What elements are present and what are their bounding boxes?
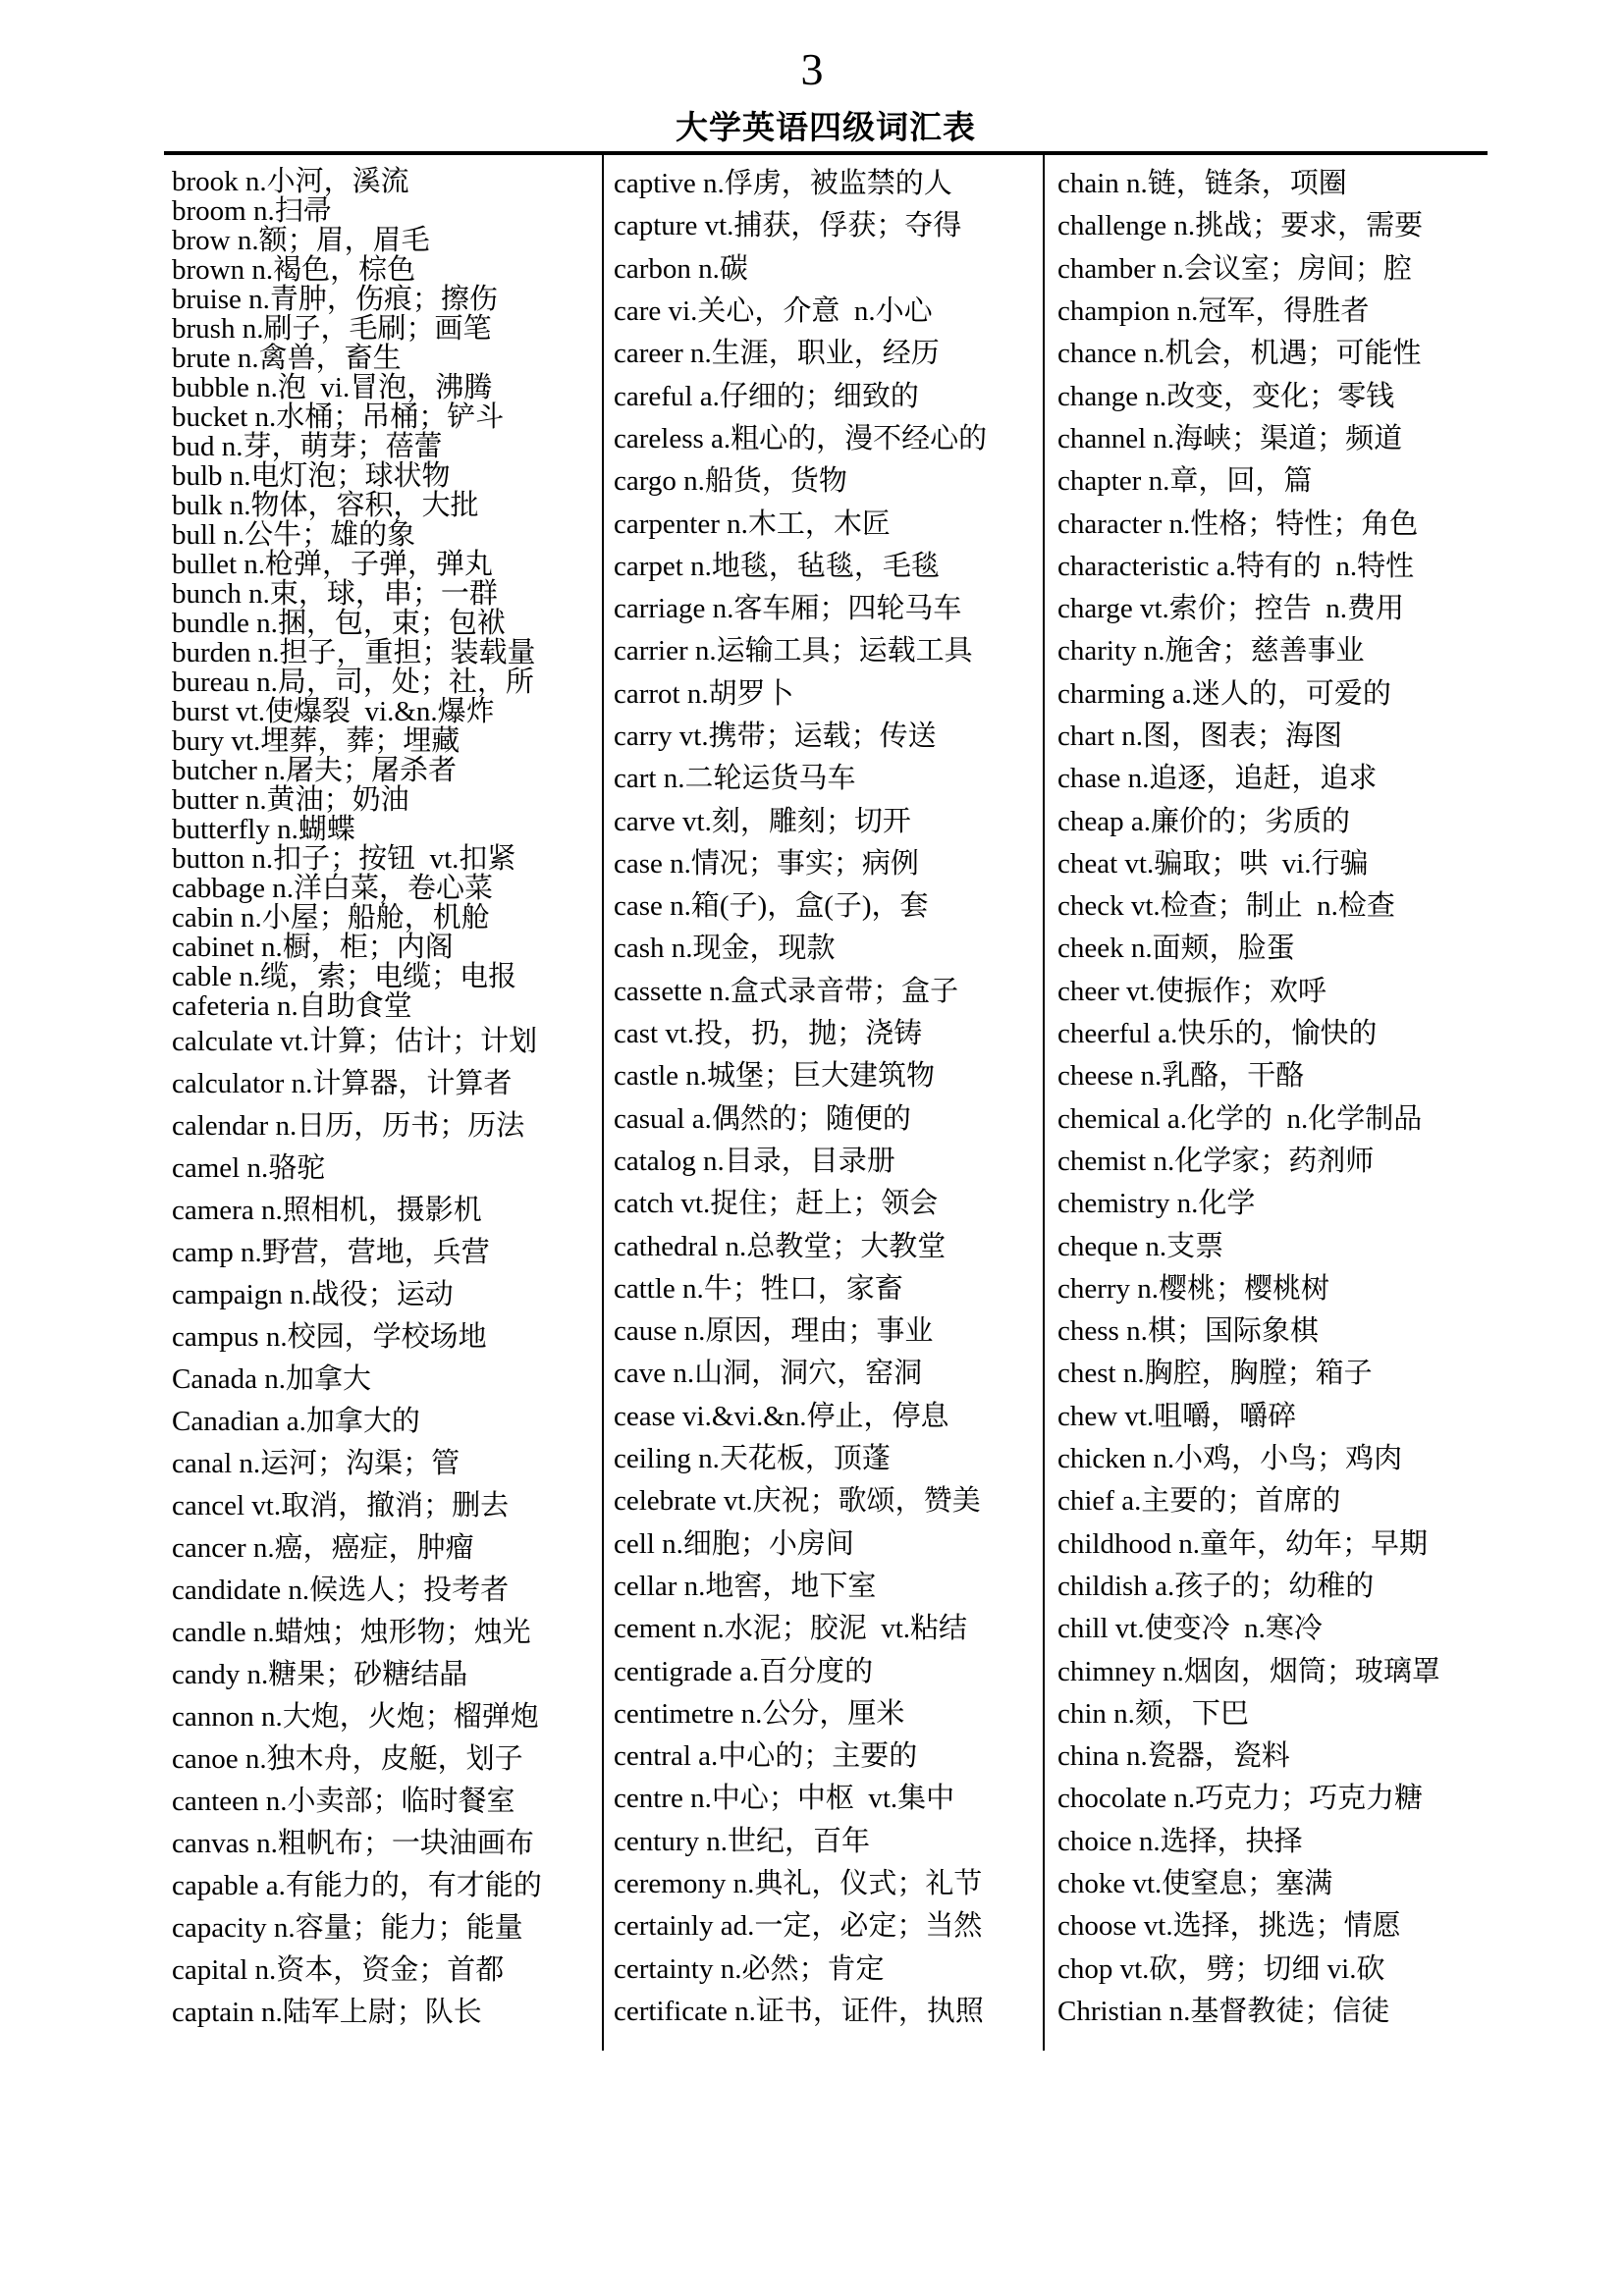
vocab-entry: chapter n.章，回，篇 <box>1057 465 1313 498</box>
vocab-entry: certainty n.必然；肯定 <box>614 1952 885 1985</box>
vocab-entry: care vi.关心，介意 n.小心 <box>614 295 933 328</box>
vocab-entry: chocolate n.巧克力；巧克力糖 <box>1057 1783 1424 1815</box>
vocab-entry: charming a.迷人的，可爱的 <box>1057 677 1391 710</box>
vocab-entry: broom n.扫帚 <box>172 194 332 227</box>
vocab-entry: chain n.链，链条，项圈 <box>1057 168 1347 200</box>
vocab-entry: character n.性格；特性；角色 <box>1057 507 1419 540</box>
vocab-entry: case n.情况；事实；病例 <box>614 847 919 880</box>
vocab-entry: cave n.山洞，洞穴，窑洞 <box>614 1358 923 1390</box>
vocab-entry: cheat vt.骗取；哄 vi.行骗 <box>1057 847 1369 880</box>
vocab-entry: cheque n.支票 <box>1057 1230 1224 1262</box>
vocab-entry: burden n.担子，重担；装载量 <box>172 636 536 668</box>
vocab-entry: calculate vt.计算；估计；计划 <box>172 1026 538 1057</box>
column-1 <box>172 164 596 2031</box>
vocab-entry: candle n.蜡烛；烛形物；烛光 <box>172 1617 531 1648</box>
vocab-entry: bureau n.局，司，处；社，所 <box>172 666 534 698</box>
vocab-entry: brute n.禽兽，畜生 <box>172 342 402 374</box>
vocab-entry: cargo n.船货，货物 <box>614 465 847 498</box>
vocab-entry: cheer vt.使振作；欢呼 <box>1057 975 1326 1007</box>
vocab-entry: china n.瓷器，瓷料 <box>1057 1740 1290 1773</box>
vocab-entry: butterfly n.蝴蝶 <box>172 813 355 845</box>
vocab-entry: brow n.额；眉，眉毛 <box>172 224 430 256</box>
column-3 <box>1057 160 1511 2030</box>
vocab-entry: cherry n.樱桃；樱桃树 <box>1057 1272 1330 1305</box>
vocab-entry: chew vt.咀嚼，嚼碎 <box>1057 1400 1297 1432</box>
vocab-entry: casual a.偶然的；随便的 <box>614 1102 911 1135</box>
vocab-entry: canal n.运河；沟渠；管 <box>172 1448 460 1479</box>
vocab-entry: brook n.小河，溪流 <box>172 165 409 197</box>
vocab-entry: channel n.海峡；渠道；频道 <box>1057 422 1403 454</box>
vocab-entry: choice n.选择，抉择 <box>1057 1825 1303 1857</box>
vocab-entry: chin n.颏，下巴 <box>1057 1697 1249 1730</box>
vocab-entry: cast vt.投，扔，抛；浇铸 <box>614 1018 923 1050</box>
vocab-entry: carry vt.携带；运载；传送 <box>614 721 937 752</box>
vocab-entry: cabbage n.洋白菜，卷心菜 <box>172 872 493 904</box>
vocab-entry: chicken n.小鸡，小鸟；鸡肉 <box>1057 1443 1403 1475</box>
vocab-entry: carrier n.运输工具；运载工具 <box>614 635 973 667</box>
vocab-entry: carriage n.客车厢；四轮马车 <box>614 593 962 625</box>
vocab-entry: certificate n.证书，证件，执照 <box>614 1995 984 2027</box>
vocab-entry: chop vt.砍，劈；切细 vi.砍 <box>1057 1952 1385 1985</box>
vocab-entry: calendar n.日历，历书；历法 <box>172 1110 525 1142</box>
vocab-entry: chill vt.使变冷 n.寒冷 <box>1057 1613 1323 1645</box>
vocab-entry: capital n.资本，资金；首都 <box>172 1954 505 1986</box>
vocab-entry: butcher n.屠夫；屠杀者 <box>172 754 457 786</box>
vocab-entry: brown n.褐色，棕色 <box>172 253 416 286</box>
page-number: 3 <box>800 44 824 94</box>
vocab-entry: burst vt.使爆裂 vi.&n.爆炸 <box>172 695 495 727</box>
vocab-entry: canvas n.粗帆布；一块油画布 <box>172 1828 534 1859</box>
vocab-entry: cell n.细胞；小房间 <box>614 1527 854 1560</box>
vocab-entry: cheap a.廉价的；劣质的 <box>1057 805 1350 837</box>
vocab-entry: bull n.公牛；雄的象 <box>172 518 416 551</box>
vocab-entry: cassette n.盒式录音带；盒子 <box>614 975 959 1007</box>
vocab-entry: cable n.缆，索；电缆；电报 <box>172 960 517 992</box>
vocab-entry: childhood n.童年，幼年；早期 <box>1057 1527 1428 1560</box>
vocab-entry: chess n.棋；国际象棋 <box>1057 1315 1319 1348</box>
vocab-entry: bulk n.物体，容积，大批 <box>172 489 479 521</box>
vocab-entry: chart n.图，图表；海图 <box>1057 721 1342 752</box>
vocab-entry: cabin n.小屋；船舱，机舱 <box>172 901 490 934</box>
vocab-entry: bubble n.泡 vi.冒泡，沸腾 <box>172 371 493 403</box>
vocab-entry: champion n.冠军，得胜者 <box>1057 295 1370 328</box>
vocab-entry: change n.改变，变化；零钱 <box>1057 380 1395 412</box>
vocab-entry: capacity n.容量；能力；能量 <box>172 1912 523 1944</box>
vocab-entry: certainly ad.一定，必定；当然 <box>614 1910 983 1943</box>
vocab-entry: Christian n.基督教徒；信徒 <box>1057 1995 1390 2027</box>
vocab-entry: cafeteria n.自助食堂 <box>172 989 412 1022</box>
vocab-entry: camel n.骆驼 <box>172 1152 326 1184</box>
vocab-entry: case n.箱(子)，盒(子)，套 <box>614 890 929 923</box>
vocab-entry: carbon n.碳 <box>614 252 748 285</box>
vocab-entry: check vt.检查；制止 n.检查 <box>1057 890 1395 923</box>
page-title: 大学英语四级词汇表 <box>676 111 976 146</box>
vocab-entry: career n.生涯，职业，经历 <box>614 338 940 370</box>
vocab-entry: childish a.孩子的；幼稚的 <box>1057 1570 1375 1602</box>
vocab-entry: candy n.糖果；砂糖结晶 <box>172 1659 468 1690</box>
vocab-entry: chief a.主要的；首席的 <box>1057 1485 1341 1518</box>
title-rule <box>164 151 1488 155</box>
vocab-entry: Canadian a.加拿大的 <box>172 1406 420 1437</box>
vocab-entry: charity n.施舍；慈善事业 <box>1057 635 1365 667</box>
vocab-entry: chamber n.会议室；房间；腔 <box>1057 252 1412 285</box>
vocab-entry: century n.世纪，百年 <box>614 1825 870 1857</box>
vocab-entry: chest n.胸腔，胸膛；箱子 <box>1057 1358 1373 1390</box>
vocab-entry: careless a.粗心的，漫不经心的 <box>614 422 988 454</box>
vocab-entry: chase n.追逐，追赶，追求 <box>1057 763 1378 795</box>
vocab-entry: chemistry n.化学 <box>1057 1188 1256 1220</box>
vocab-entry: butter n.黄油；奶油 <box>172 783 409 816</box>
vocab-entry: cattle n.牛；牲口，家畜 <box>614 1272 903 1305</box>
vocab-entry: button n.扣子；按钮 vt.扣紧 <box>172 842 516 875</box>
vocab-entry: carrot n.胡罗卜 <box>614 677 794 710</box>
vocab-entry: cheek n.面颊，脸蛋 <box>1057 933 1295 965</box>
vocab-entry: cheese n.乳酪，干酪 <box>1057 1060 1305 1093</box>
vocab-entry: bullet n.枪弹，子弹，弹丸 <box>172 548 494 580</box>
column-divider-2 <box>1043 155 1045 2051</box>
vocab-entry: cannon n.大炮，火炮；榴弹炮 <box>172 1701 539 1733</box>
vocab-entry: cause n.原因，理由；事业 <box>614 1315 934 1348</box>
vocab-entry: castle n.城堡；巨大建筑物 <box>614 1060 936 1093</box>
vocab-entry: characteristic a.特有的 n.特性 <box>1057 550 1415 582</box>
vocab-entry: challenge n.挑战；要求，需要 <box>1057 210 1424 242</box>
vocab-entry: cellar n.地窖，地下室 <box>614 1570 877 1602</box>
vocab-entry: captive n.俘虏，被监禁的人 <box>614 168 952 200</box>
vocab-entry: centimetre n.公分，厘米 <box>614 1697 905 1730</box>
vocab-entry: cease vi.&vi.&n.停止，停息 <box>614 1400 949 1432</box>
vocab-entry: celebrate vt.庆祝；歌颂，赞美 <box>614 1485 981 1518</box>
vocab-entry: campus n.校园，学校场地 <box>172 1321 487 1353</box>
vocab-entry: capture vt.捕获，俘获；夺得 <box>614 210 962 242</box>
vocab-entry: camera n.照相机，摄影机 <box>172 1195 482 1226</box>
vocab-entry: cart n.二轮运货马车 <box>614 763 856 795</box>
vocab-entry: cash n.现金，现款 <box>614 933 836 965</box>
vocab-entry: choose vt.选择，挑选；情愿 <box>1057 1910 1401 1943</box>
vocab-entry: bucket n.水桶；吊桶；铲斗 <box>172 400 505 433</box>
vocab-entry: chemical a.化学的 n.化学制品 <box>1057 1102 1423 1135</box>
vocab-entry: cement n.水泥；胶泥 vt.粘结 <box>614 1613 968 1645</box>
column-divider-1 <box>602 155 604 2051</box>
vocab-entry: central a.中心的；主要的 <box>614 1740 918 1773</box>
vocab-entry: captain n.陆军上尉；队长 <box>172 1997 482 2028</box>
vocab-entry: Canada n.加拿大 <box>172 1363 371 1395</box>
vocab-entry: cathedral n.总教堂；大教堂 <box>614 1230 947 1262</box>
vocab-entry: bud n.芽，萌芽；蓓蕾 <box>172 430 443 462</box>
vocab-entry: bundle n.捆，包，束；包袱 <box>172 607 506 639</box>
vocab-entry: charge vt.索价；控告 n.费用 <box>1057 593 1405 625</box>
vocab-entry: ceremony n.典礼，仪式；礼节 <box>614 1868 983 1900</box>
vocab-entry: bruise n.青肿，伤痕；擦伤 <box>172 283 498 315</box>
vocab-entry: carpenter n.木工，木匠 <box>614 507 891 540</box>
vocab-entry: choke vt.使窒息；塞满 <box>1057 1868 1333 1900</box>
vocab-entry: cancel vt.取消，撤消；删去 <box>172 1490 510 1522</box>
vocab-entry: cheerful a.快乐的，愉快的 <box>1057 1018 1378 1050</box>
vocab-entry: centre n.中心；中枢 vt.集中 <box>614 1783 955 1815</box>
vocab-entry: canteen n.小卖部；临时餐室 <box>172 1786 515 1817</box>
vocab-entry: candidate n.候选人；投考者 <box>172 1575 510 1606</box>
vocab-entry: chemist n.化学家；药剂师 <box>1057 1145 1375 1177</box>
vocab-entry: bunch n.束，球，串；一群 <box>172 577 498 610</box>
vocab-entry: bury vt.埋葬，葬；埋藏 <box>172 724 460 757</box>
vocab-entry: careful a.仔细的；细致的 <box>614 380 919 412</box>
vocab-entry: carpet n.地毯，毡毯，毛毯 <box>614 550 940 582</box>
vocab-entry: canoe n.独木舟，皮艇，划子 <box>172 1743 523 1775</box>
vocab-entry: cancer n.癌，癌症，肿瘤 <box>172 1532 474 1564</box>
vocab-entry: catalog n.目录，目录册 <box>614 1145 895 1177</box>
vocab-entry: cabinet n.橱，柜；内阁 <box>172 931 454 963</box>
vocab-entry: carve vt.刻，雕刻；切开 <box>614 805 911 837</box>
vocab-entry: campaign n.战役；运动 <box>172 1279 454 1310</box>
vocab-entry: ceiling n.天花板，顶蓬 <box>614 1443 891 1475</box>
vocab-entry: chimney n.烟囱，烟筒；玻璃罩 <box>1057 1655 1440 1687</box>
vocab-entry: camp n.野营，营地，兵营 <box>172 1237 490 1268</box>
vocab-entry: catch vt.捉住；赶上；领会 <box>614 1188 939 1220</box>
vocab-entry: calculator n.计算器，计算者 <box>172 1068 513 1099</box>
vocab-entry: capable a.有能力的，有才能的 <box>172 1870 542 1901</box>
vocab-entry: chance n.机会，机遇；可能性 <box>1057 338 1422 370</box>
vocab-entry: centigrade a.百分度的 <box>614 1655 874 1687</box>
vocab-entry: bulb n.电灯泡；球状物 <box>172 459 451 492</box>
column-2 <box>614 160 1036 2030</box>
vocab-entry: brush n.刷子，毛刷；画笔 <box>172 312 492 345</box>
